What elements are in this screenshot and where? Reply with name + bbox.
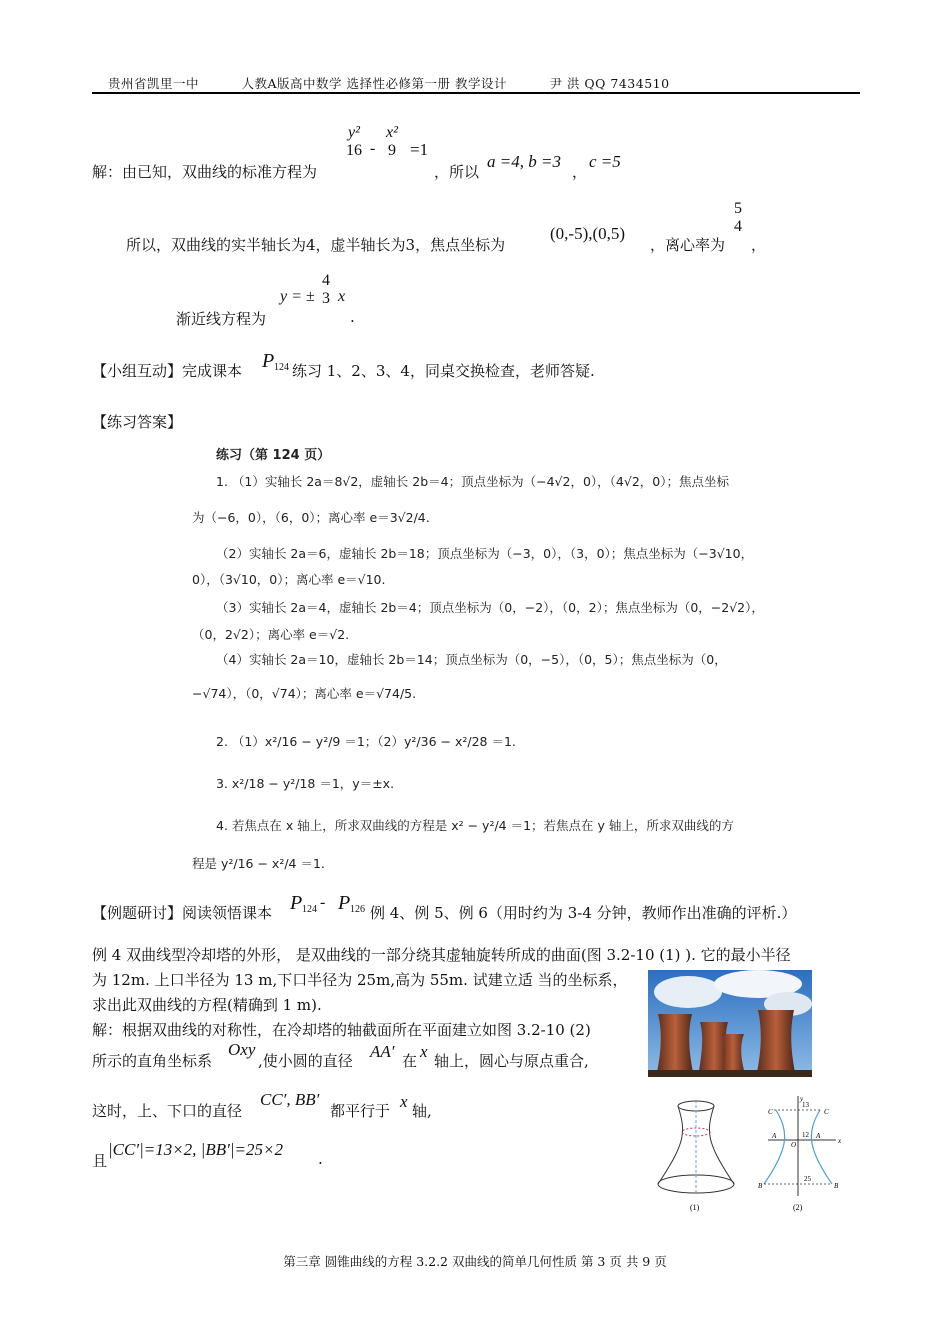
line3-text: 渐近线方程为 <box>176 310 267 328</box>
solution-intro: 解：由已知，双曲线的标准方程为 <box>92 163 318 181</box>
svg-text:25: 25 <box>804 1175 811 1183</box>
page-footer: 第三章 圆锥曲线的方程 3.2.2 双曲线的简单几何性质 第 3 页 共 9 页 <box>283 1254 667 1269</box>
exercise-answers: 练习（第 124 页） 1. （1）实轴长 2a＝8√2，虚轴长 2b＝4；顶点坐标为（−4√2，0），（4√2，0）；焦点坐标 为（−6，0），（6，0）；离心率 e＝3√2/4. （2）实轴长 2a＝6，虚轴长 2b＝18；顶点坐标为（−3，0），（3，0）；焦点坐标为（−3√10， 0），（3√10，0）；离心率 e＝√10. （3）实轴长 2a＝4，虚轴长 2b＝4；顶点坐标为（0，−2），（0，2）；焦点坐标为（0，−2√2）， （0，2√2）；离心率 e＝√2. （4）实轴长 2a＝10，虚轴长 2b＝14；顶点坐标为（0，−5），（0，5）；焦点坐标为（0， −√74），（0，√74）；离心率 e＝√74/5. 2. （1）x²/16 − y²/9 ＝1；（2）y²/36 − x²/28 ＝1. 3. x²/18 − y²/18 ＝1，y＝±x. 4. 若焦点在 x 轴上，所求双曲线的方程是 x² − y²/4 ＝1；若焦点在 y 轴上，所求双曲线的方 程是 y²/16 − x²/4 ＝1. <box>186 444 771 884</box>
header-school: 贵州省凯里一中 <box>108 76 200 91</box>
asymptote-fraction: 4 3 <box>322 272 330 307</box>
figure-caption-2: (2) <box>793 1203 803 1212</box>
svg-text:O: O <box>791 1141 797 1149</box>
page-header <box>108 74 708 92</box>
svg-text:C: C <box>824 1108 829 1116</box>
cooling-tower-illustration <box>648 970 812 1077</box>
header-rule <box>92 92 860 94</box>
svg-text:A: A <box>816 1132 821 1140</box>
example4-line-2: 为 12m. 上口半径为 13 m,下口半径为 25m,高为 55m. 试建立适 当的坐标系， <box>92 971 628 989</box>
asymptote-lhs: y = ± <box>280 288 315 305</box>
example4-line-3: 求出此双曲线的方程(精确到 1 m). <box>92 996 322 1014</box>
exercise-title: 练习（第 124 页） <box>216 448 331 463</box>
svg-text:C: C <box>768 1108 773 1116</box>
figure-caption-1: (1) <box>690 1203 700 1212</box>
fraction-x2-9: x² 9 <box>386 124 398 159</box>
figure-3-2-10 <box>648 1092 848 1217</box>
svg-text:12: 12 <box>802 1131 809 1139</box>
line2-text-b: ，离心率为 <box>650 236 726 254</box>
header-course: 人教A版高中数学 选择性必修第一册 教学设计 <box>241 76 507 91</box>
cooling-tower-photo <box>648 970 812 1077</box>
svg-text:13: 13 <box>802 1101 809 1109</box>
ab-values: a =4, b =3 <box>487 152 561 171</box>
svg-text:x: x <box>838 1137 842 1145</box>
foci-coords: (0,-5),(0,5) <box>550 224 626 243</box>
svg-text:A: A <box>772 1132 777 1140</box>
example4-line-4: 解：根据双曲线的对称性，在冷却塔的轴截面所在平面建立如图 3.2-10 (2) <box>92 1021 591 1039</box>
fraction-y2-16: y² 16 <box>346 124 362 159</box>
minus-sign: - <box>370 140 376 157</box>
so-text: ，所以 <box>434 163 480 181</box>
eccentricity-fraction: 5 4 <box>734 200 742 235</box>
svg-text:y: y <box>800 1095 804 1103</box>
equals-one: =1 <box>410 140 429 159</box>
hyperboloid-diagram <box>648 1092 848 1217</box>
line2-text-a: 所以，双曲线的实半轴长为4，虚半轴长为3，焦点坐标为 <box>126 236 506 254</box>
svg-text:B: B <box>834 1182 839 1190</box>
c-value: c =5 <box>589 152 621 171</box>
example4-line-1: 例 4 双曲线型冷却塔的外形， 是双曲线的一部分绕其虚轴旋转所成的曲面(图 3.2-10 (1) ). 它的最小半径 <box>92 946 791 964</box>
header-author: 尹 洪 QQ 7434510 <box>549 76 670 91</box>
answers-title: 【练习答案】 <box>92 413 183 431</box>
svg-text:B: B <box>758 1182 763 1190</box>
